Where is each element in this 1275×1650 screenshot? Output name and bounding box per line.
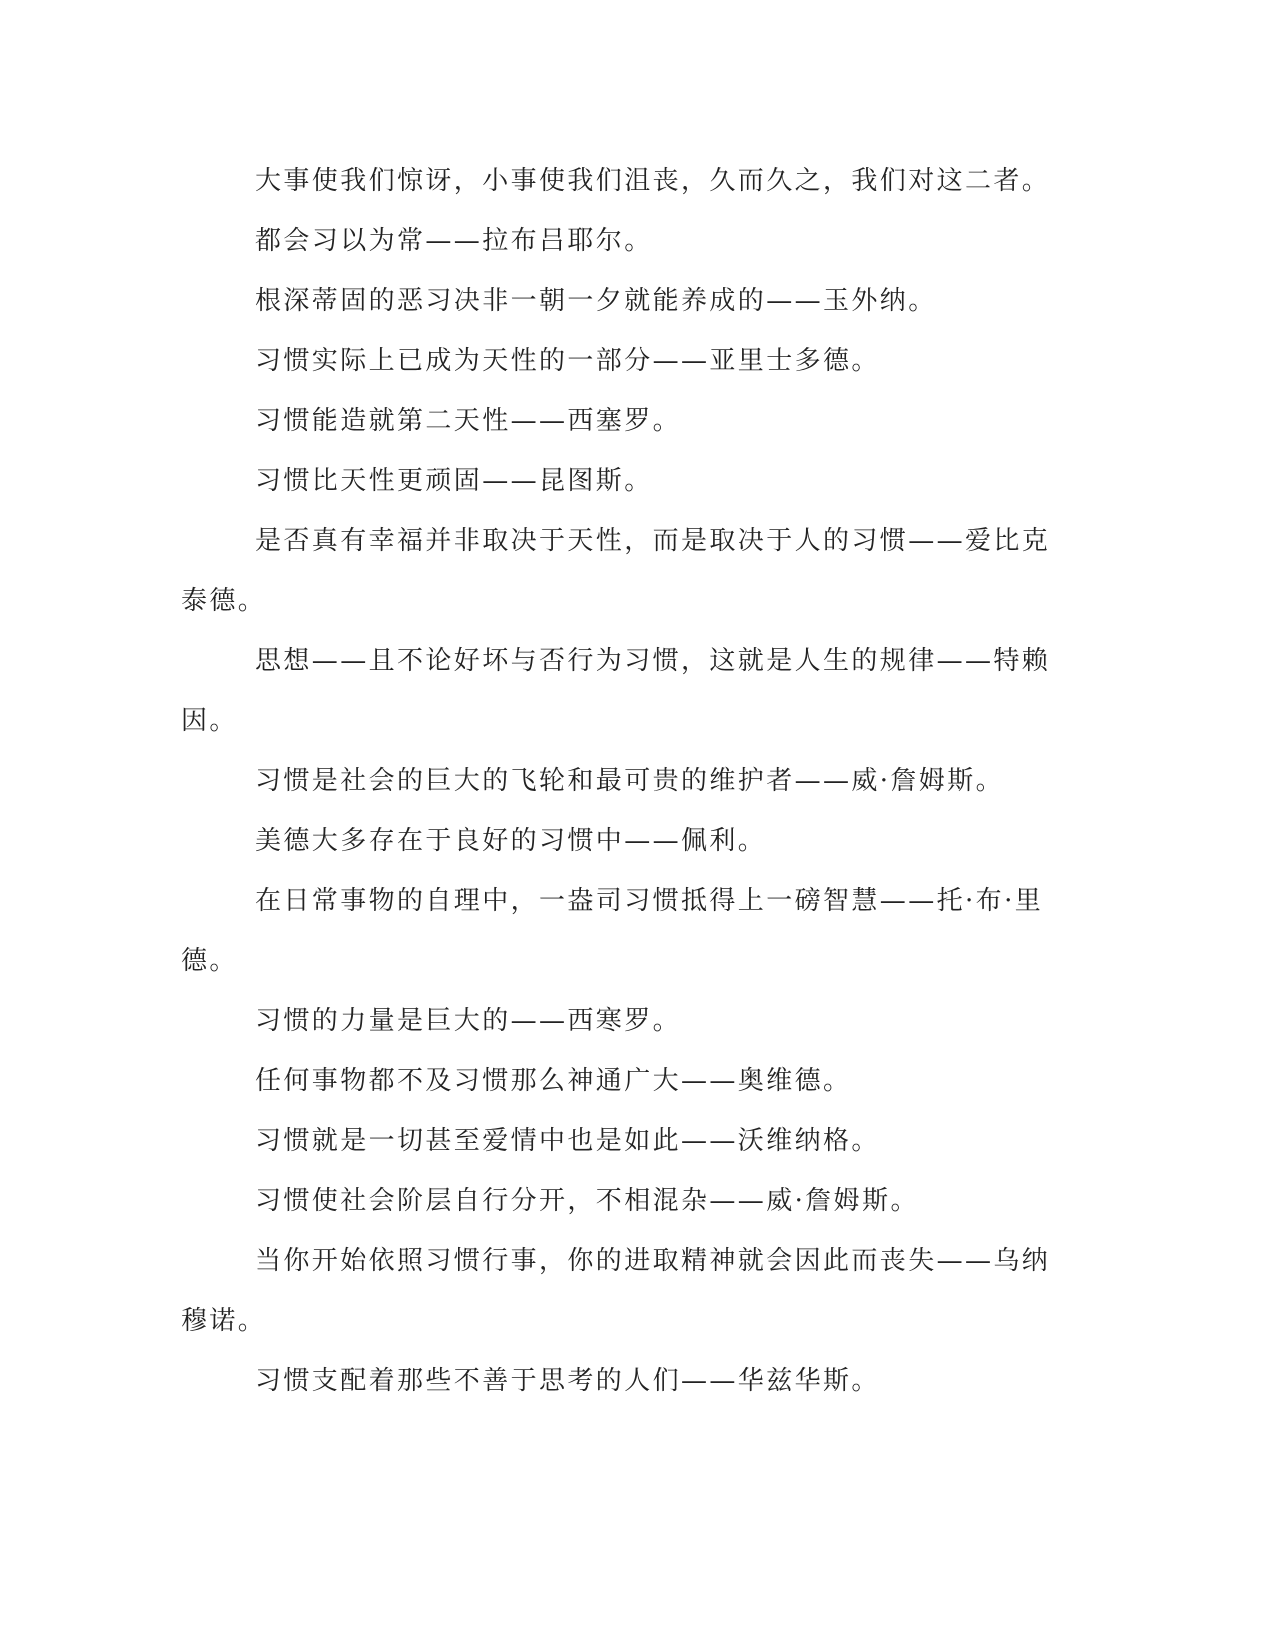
quote-paragraph-15: 习惯使社会阶层自行分开，不相混杂——威·詹姆斯。 bbox=[255, 1186, 919, 1216]
quote-paragraph-5: 习惯能造就第二天性——西塞罗。 bbox=[255, 406, 682, 436]
quote-paragraph-10: 美德大多存在于良好的习惯中——佩利。 bbox=[255, 826, 767, 856]
quote-paragraph-14: 习惯就是一切甚至爱情中也是如此——沃维纳格。 bbox=[255, 1126, 880, 1156]
quote-paragraph-4: 习惯实际上已成为天性的一部分——亚里士多德。 bbox=[255, 346, 880, 376]
quote-paragraph-2: 都会习以为常——拉布吕耶尔。 bbox=[255, 226, 653, 256]
quote-paragraph-12: 习惯的力量是巨大的——西寒罗。 bbox=[255, 1006, 682, 1036]
quote-paragraph-16: 当你开始依照习惯行事，你的进取精神就会因此而丧失——乌纳穆诺。 bbox=[181, 1246, 1051, 1336]
quote-paragraph-7: 是否真有幸福并非取决于天性，而是取决于人的习惯——爱比克泰德。 bbox=[181, 526, 1051, 616]
quote-paragraph-17: 习惯支配着那些不善于思考的人们——华兹华斯。 bbox=[255, 1366, 880, 1396]
quote-paragraph-1: 大事使我们惊讶，小事使我们沮丧，久而久之，我们对这二者。 bbox=[255, 166, 1051, 196]
quote-paragraph-11: 在日常事物的自理中，一盎司习惯抵得上一磅智慧——托·布·里德。 bbox=[181, 886, 1044, 976]
quote-paragraph-13: 任何事物都不及习惯那么神通广大——奥维德。 bbox=[255, 1066, 852, 1096]
quote-paragraph-8: 思想——且不论好坏与否行为习惯，这就是人生的规律——特赖因。 bbox=[181, 646, 1051, 736]
document-body bbox=[181, 151, 1061, 1411]
quote-paragraph-9: 习惯是社会的巨大的飞轮和最可贵的维护者——威·詹姆斯。 bbox=[255, 766, 1005, 796]
quote-paragraph-6: 习惯比天性更顽固——昆图斯。 bbox=[255, 466, 653, 496]
quote-paragraph-3: 根深蒂固的恶习决非一朝一夕就能养成的——玉外纳。 bbox=[255, 286, 937, 316]
